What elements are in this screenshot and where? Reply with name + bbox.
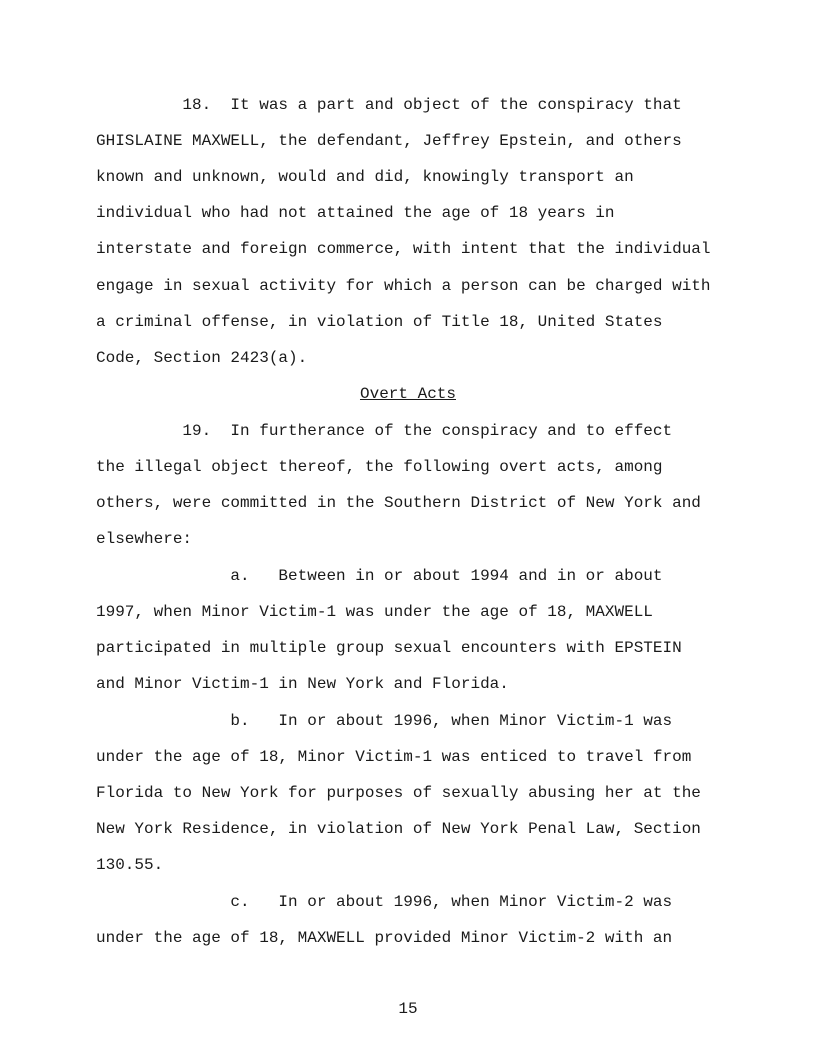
text-line: engage in sexual activity for which a person can be charged with: [96, 277, 711, 295]
text-line: a criminal offense, in violation of Title 18, United States: [96, 313, 663, 331]
text-line: 130.55.: [96, 856, 164, 874]
text-line: and Minor Victim-1 in New York and Florida.: [96, 675, 509, 693]
text-line: Code, Section 2423(a).: [96, 349, 308, 367]
text-line: 1997, when Minor Victim-1 was under the age of 18, MAXWELL: [96, 603, 653, 621]
text-line: a. Between in or about 1994 and in or about: [96, 567, 663, 585]
text-line: GHISLAINE MAXWELL, the defendant, Jeffrey Epstein, and others: [96, 132, 682, 150]
text-line: others, were committed in the Southern District of New York and: [96, 494, 701, 512]
text-line: elsewhere:: [96, 530, 193, 548]
text-line: 18. It was a part and object of the conspiracy that: [96, 96, 682, 114]
text-line: participated in multiple group sexual encounters with EPSTEIN: [96, 639, 682, 657]
page-number: 15: [398, 1000, 418, 1018]
text-line: known and unknown, would and did, knowingly transport an: [96, 168, 634, 186]
text-line: Florida to New York for purposes of sexually abusing her at the: [96, 784, 701, 802]
text-line: b. In or about 1996, when Minor Victim-1 was: [96, 712, 673, 730]
section-heading-text: Overt Acts: [359, 385, 456, 403]
text-line: under the age of 18, Minor Victim-1 was enticed to travel from: [96, 748, 692, 766]
text-line: New York Residence, in violation of New York Penal Law, Section: [96, 820, 701, 838]
text-line: 19. In furtherance of the conspiracy and to effect: [96, 422, 673, 440]
section-heading: [0, 384, 816, 404]
text-line: interstate and foreign commerce, with intent that the individual: [96, 240, 711, 258]
text-line: the illegal object thereof, the following overt acts, among: [96, 458, 663, 476]
text-line: under the age of 18, MAXWELL provided Minor Victim-2 with an: [96, 929, 673, 947]
text-line: individual who had not attained the age of 18 years in: [96, 204, 615, 222]
text-line: c. In or about 1996, when Minor Victim-2 was: [96, 893, 673, 911]
